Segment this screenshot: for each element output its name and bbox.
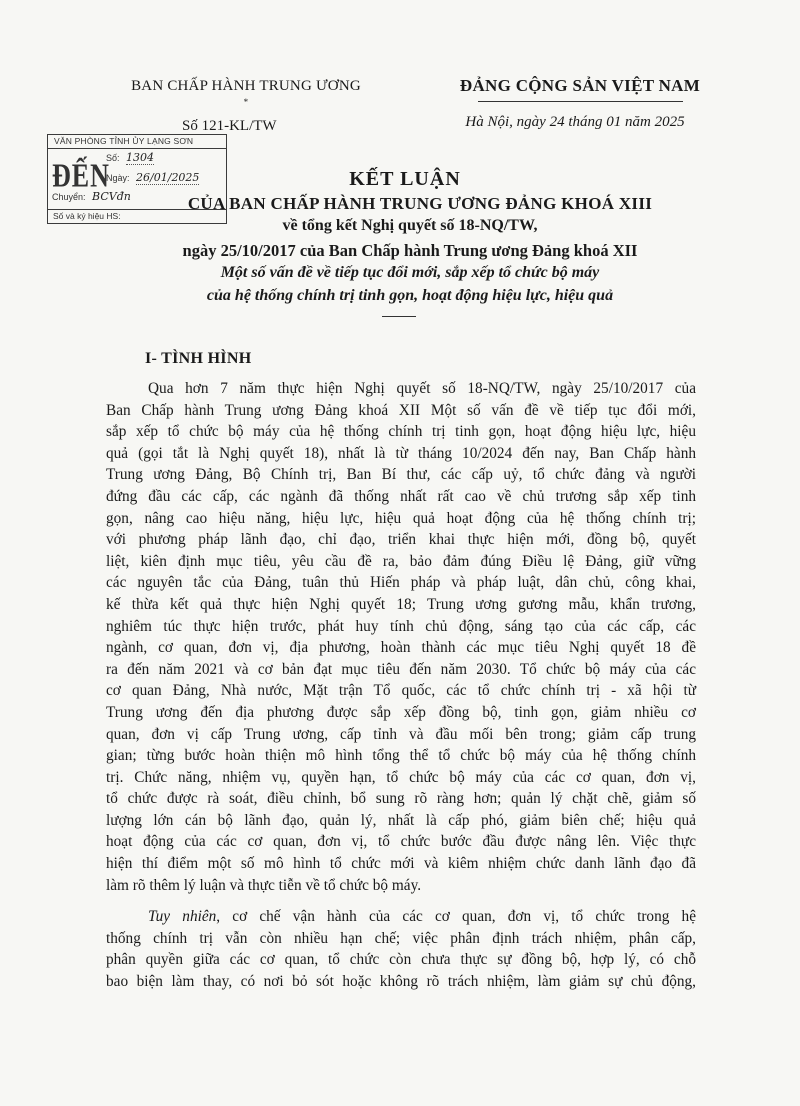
section-heading: I- TÌNH HÌNH	[145, 350, 252, 367]
paragraph-1-line: gọn, nâng cao hiệu năng, hiệu lực, hiệu quả hoạt động của hệ thống chính trị;	[106, 509, 696, 527]
stamp-so-label: Số:	[106, 153, 120, 163]
paragraph-1-line: quan, đơn vị cấp Trung ương, cấp tỉnh và đầu mối bên trong; giảm cấp trung	[106, 725, 696, 743]
stamp-office: VĂN PHÒNG TỈNH ỦY LẠNG SƠN	[48, 135, 226, 149]
paragraph-1-line: liệt, kiên định mục tiêu, yêu cầu đề ra, bảo đảm đúng Điều lệ Đảng, giữ vững	[106, 552, 696, 570]
paragraph-1-line: đứng đầu các cấp, các ngành đã thống nhất rất cao về chủ trương sắp xếp tinh	[106, 487, 696, 505]
paragraph-1-line: làm rõ thêm lý luận và thực tiễn về tổ chức bộ máy.	[106, 876, 422, 894]
paragraph-1-line: ngành, cơ quan, đơn vị, địa phương, hoàn thành các mục tiêu Nghị quyết 18 đề	[106, 639, 696, 657]
title-line-4: của hệ thống chính trị tinh gọn, hoạt động hiệu lực, hiệu quả	[206, 287, 614, 304]
title-line-1: về tổng kết Nghị quyết số 18-NQ/TW,	[282, 217, 538, 234]
paragraph-1-line: hoạt động của các cơ quan, đơn vị, tổ chức bước đầu được nâng lên. Việc thực	[106, 833, 696, 851]
paragraph-2-lead: Tuy nhiên	[148, 908, 217, 926]
place-date: Hà Nội, ngày 24 tháng 01 năm 2025	[465, 114, 685, 130]
issuing-body	[96, 78, 396, 107]
stamp-chuyen-row	[52, 191, 131, 203]
paragraph-1-line: ra đến năm 2021 và cơ bản đạt mục tiêu đến năm 2030. Tổ chức bộ máy của các	[106, 660, 696, 678]
paragraph-1-line: với phương pháp lãnh đạo, chỉ đạo, triển khai thực hiện mới, đồng bộ, quyết	[106, 531, 696, 549]
document-subtitle: CỦA BAN CHẤP HÀNH TRUNG ƯƠNG ĐẢNG KHOÁ XIII	[187, 194, 653, 213]
stamp-ngay-row	[106, 172, 199, 185]
paragraph-1-line: tổ chức được rà soát, điều chỉnh, bổ sung rõ ràng hơn; quản lý chặt chẽ, giảm số	[106, 790, 696, 808]
stamp-den: ĐẾN	[52, 156, 110, 195]
paragraph-1-line: hiện thí điểm một số mô hình tổ chức mới và kiêm nhiệm chức danh lãnh đạo đã	[106, 855, 696, 873]
paragraph-1-line: Ban Chấp hành Trung ương Đảng khoá XII Một số vấn đề về tiếp tục đổi mới,	[106, 401, 696, 419]
paragraph-1-line: Qua hơn 7 năm thực hiện Nghị quyết số 18-NQ/TW, ngày 25/10/2017 của	[148, 380, 696, 397]
stamp-ngay-label: Ngày:	[106, 173, 130, 183]
stamp-chuyen-label: Chuyển:	[52, 192, 86, 202]
paragraph-1-line: gian; từng bước hoàn thiện mô hình tổng thể tổ chức bộ máy của hệ thống chính	[106, 747, 696, 765]
paragraph-1-line: nghiêm túc thực hiện trước, phát huy tính chủ động, sáng tạo của các cấp, các	[106, 617, 696, 635]
paragraph-1-line: lượng lớn cán bộ lãnh đạo, quản lý, nhất là cấp phó, giảm biên chế; hiệu quả	[106, 811, 696, 829]
paragraph-1-line: quả (gọi tắt là Nghị quyết 18), nhất là từ tháng 10/2024 đến nay, Ban Chấp hành	[106, 444, 696, 462]
paragraph-1-line: cơ quan Đảng, Nhà nước, Mặt trận Tổ quốc, các tổ chức chính trị - xã hội từ	[106, 682, 696, 700]
stamp-so-value: 1304	[126, 151, 155, 164]
title-line-2: ngày 25/10/2017 của Ban Chấp hành Trung ương Đảng khoá XII	[182, 241, 638, 260]
title-line-3: Một số vấn đề về tiếp tục đổi mới, sắp xếp tổ chức bộ máy	[220, 264, 600, 281]
paragraph-1-line: sắp xếp tổ chức bộ máy của hệ thống chính trị tinh gọn, hoạt động hiệu lực, hiệu	[106, 423, 696, 441]
star-mark: *	[243, 97, 249, 107]
body-text	[106, 378, 696, 993]
stamp-ngay-value: 26/01/2025	[136, 171, 200, 184]
title-separator	[382, 316, 416, 317]
stamp-so-row	[106, 152, 154, 165]
paragraph-1-line: trị. Chức năng, nhiệm vụ, quyền hạn, tổ chức bộ máy của các cơ quan, đơn vị,	[106, 768, 696, 786]
paragraph-1-line: các nguyên tắc của Đảng, tuân thủ Hiến pháp và pháp luật, dân chủ, công khai,	[106, 574, 696, 592]
paragraph-2-line: phân quyền giữa các cơ quan, tổ chức còn chưa thực sự đồng bộ, hợp lý, có chỗ	[106, 951, 696, 969]
paragraph-2-first-rest: , cơ chế vận hành của các cơ quan, đơn vị, tổ chức trong hệ	[216, 908, 696, 926]
party-name-underline	[478, 101, 683, 102]
paragraph-2-line: bao biện làm thay, có nơi bỏ sót hoặc không rõ trách nhiệm, làm giảm sự chủ động,	[106, 973, 696, 991]
issuing-body-name: BAN CHẤP HÀNH TRUNG ƯƠNG	[131, 78, 361, 94]
paragraph-gap	[106, 896, 696, 906]
document-number: Số 121-KL/TW	[182, 118, 277, 134]
paragraph-1-line: Trung ương Đảng, Bộ Chính trị, Ban Bí thư, các cấp uỷ, tổ chức đảng và người	[106, 466, 696, 484]
paragraph-2-line	[106, 906, 696, 928]
stamp-chuyen-value: BCVđn	[92, 190, 131, 203]
stamp-so-ky-hieu: Số và ký hiệu HS:	[48, 209, 226, 223]
paragraph-2-line: thống chính trị vẫn còn nhiều hạn chế; việc phân định trách nhiệm, phân cấp,	[106, 929, 696, 947]
document-title: KẾT LUẬN	[349, 168, 461, 190]
party-name: ĐẢNG CỘNG SẢN VIỆT NAM	[459, 76, 701, 95]
paragraph-1-line: kế thừa kết quả thực hiện Nghị quyết 18; Trung ương gương mẫu, khẩn trương,	[106, 595, 696, 613]
paragraph-1-line: Trung ương đến địa phương được sắp xếp đồng bộ, tinh gọn, giảm nhiều cơ	[106, 703, 696, 721]
